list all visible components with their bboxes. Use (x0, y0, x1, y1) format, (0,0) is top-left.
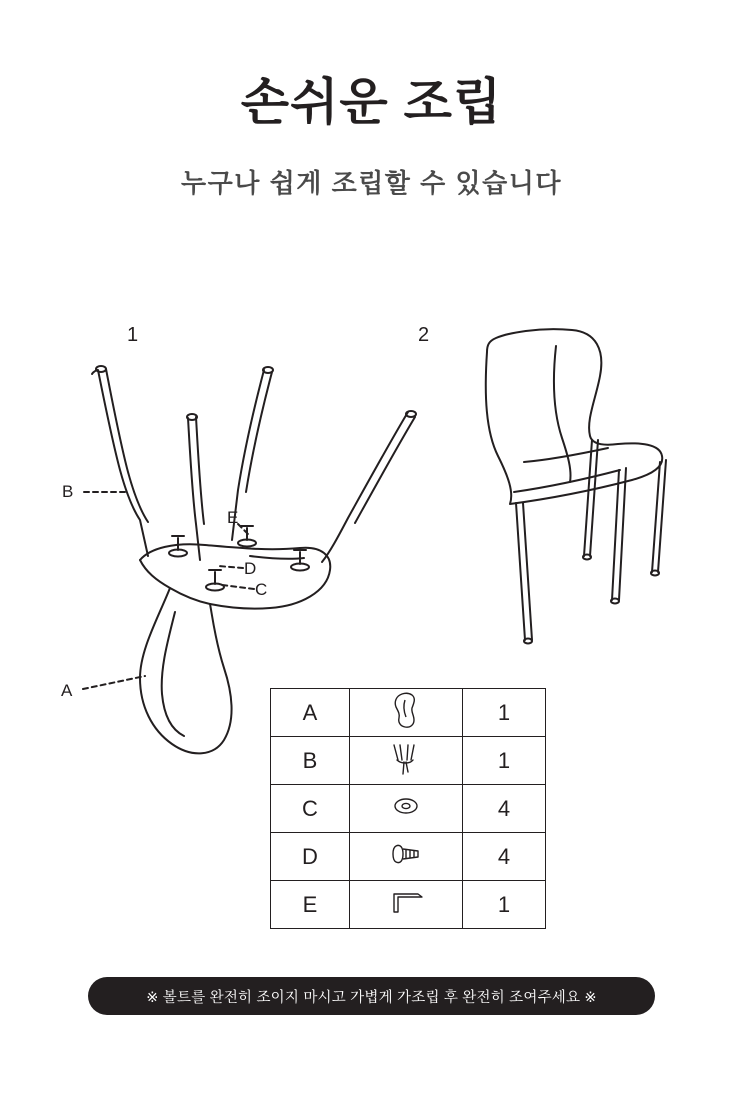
callout-label-d: D (244, 559, 257, 578)
leg-cap-4 (406, 411, 416, 417)
leader-line-d (218, 566, 243, 568)
backrest-crease (162, 612, 184, 736)
footer-warning-banner: ※ 볼트를 완전히 조이지 마시고 가볍게 가조립 후 완전히 조여주세요 ※ (88, 977, 655, 1015)
shell-crease-1 (554, 346, 571, 482)
fastener-group-1 (169, 536, 187, 557)
leg-rear-right (322, 412, 408, 562)
chair-leg-front-left (516, 503, 525, 640)
chair-foot-3 (583, 555, 591, 560)
chair-leg-front-left-inner (523, 503, 532, 640)
leg-cap-3 (263, 367, 273, 373)
table-row (271, 737, 546, 785)
chair-foot-1 (524, 639, 532, 644)
chair-leg-rear-right-inner (590, 440, 598, 556)
leg-rear-left-inner (246, 372, 272, 492)
callout-label-a: A (61, 681, 73, 700)
leg-frame-icon (350, 737, 463, 785)
seat-underside-edge (140, 560, 210, 604)
seat-crease-1 (250, 556, 304, 559)
part-letter: D (271, 833, 350, 881)
washer-icon (350, 785, 463, 833)
chair-foot-4 (651, 571, 659, 576)
table-row (271, 833, 546, 881)
part-qty: 4 (463, 833, 546, 881)
callout-label-b: B (62, 482, 74, 501)
part-qty: 1 (463, 737, 546, 785)
chair-leg-front-right-inner (619, 468, 626, 600)
table-row (271, 881, 546, 929)
part-qty: 4 (463, 785, 546, 833)
part-letter: A (271, 689, 350, 737)
part-letter: B (271, 737, 350, 785)
chair-foot-2 (611, 599, 619, 604)
leg-front-left-inner (106, 369, 148, 522)
table-row (271, 785, 546, 833)
step-1-number: 1 (127, 324, 139, 346)
page-subtitle: 누구나 쉽게 조립할 수 있습니다 (181, 168, 562, 198)
chair-leg-front-right (612, 470, 619, 600)
leader-line-e (238, 524, 248, 534)
page-title: 손쉬운 조립 (240, 74, 503, 130)
part-qty: 1 (463, 689, 546, 737)
backrest-outline (140, 588, 232, 753)
part-letter: E (271, 881, 350, 929)
allen-key-icon (350, 881, 463, 929)
table-row (271, 689, 546, 737)
leg-front-right-inner (196, 417, 204, 524)
fastener-group-2 (238, 526, 256, 547)
callout-label-c: C (255, 580, 268, 599)
bolt-icon (350, 833, 463, 881)
step-2-assembled-chair (486, 329, 666, 643)
seat-underside-outline (140, 544, 330, 608)
chair-leg-rear-right (584, 440, 592, 556)
leader-line-c (222, 585, 254, 589)
part-letter: C (271, 785, 350, 833)
seat-front-edge (514, 470, 620, 492)
fastener-group-4 (206, 570, 224, 591)
step-2-number: 2 (418, 324, 430, 346)
parts-list-table (270, 688, 546, 929)
leg-front-left (98, 370, 148, 556)
part-qty: 1 (463, 881, 546, 929)
fastener-group-3 (291, 550, 309, 571)
leg-rear-right-inner (355, 417, 415, 523)
leg-tip-1 (92, 370, 97, 374)
shell-crease-2 (524, 448, 608, 462)
chair-shell-outline (486, 329, 662, 504)
leg-front-right (188, 418, 200, 560)
callout-label-e: E (227, 508, 239, 527)
leg-cap-2 (187, 414, 197, 420)
leader-line-a (83, 676, 145, 689)
chair-leg-rear-far (652, 462, 660, 572)
seat-shell-icon (350, 689, 463, 737)
leg-cap-1 (96, 366, 106, 372)
chair-leg-rear-far-inner (658, 460, 666, 572)
